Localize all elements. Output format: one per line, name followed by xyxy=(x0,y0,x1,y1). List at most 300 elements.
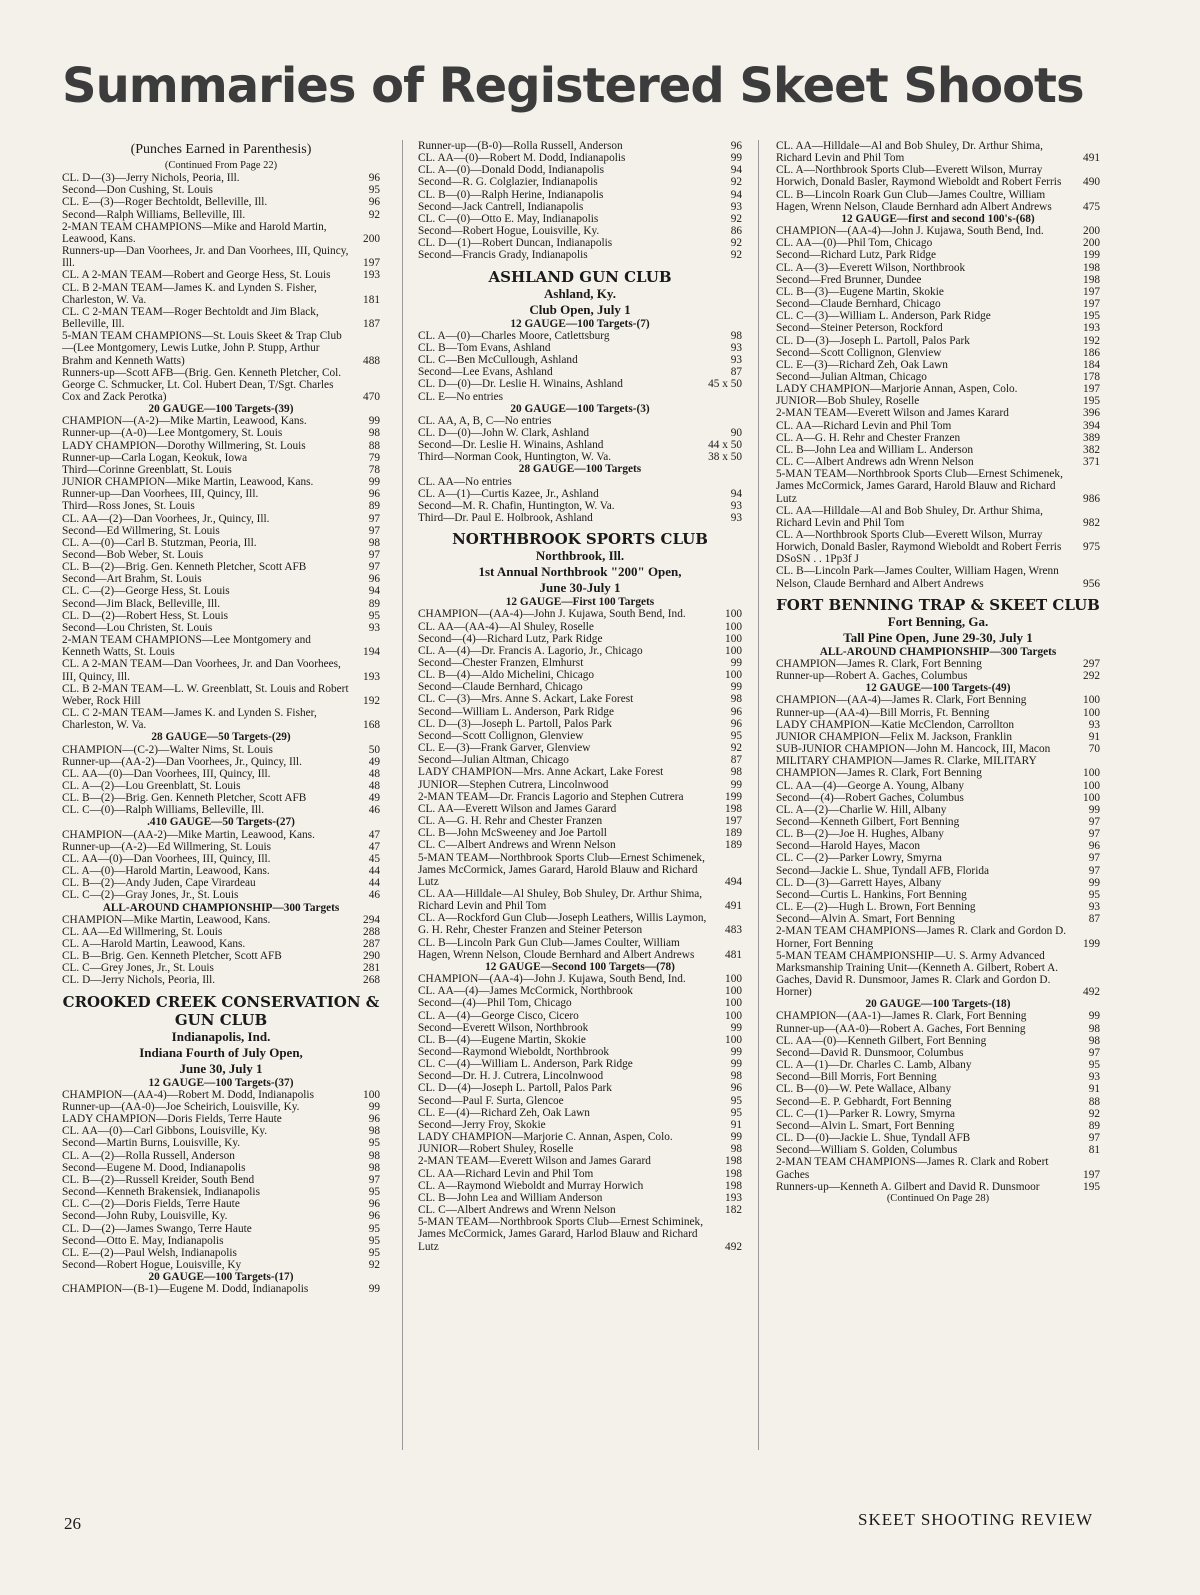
result-entry xyxy=(62,1247,380,1259)
result-entry xyxy=(62,525,380,537)
entry-text: CL. B—Tom Evans, Ashland xyxy=(418,341,551,354)
entry-score: 189 xyxy=(725,827,742,840)
entry-score: 93 xyxy=(730,341,742,354)
result-entry xyxy=(62,926,380,938)
result-entry xyxy=(62,768,380,780)
result-entry xyxy=(418,803,742,815)
entry-text: Second—R. G. Colglazier, Indianapolis xyxy=(418,176,598,189)
entry-text: CHAMPION—(C-2)—Walter Nims, St. Louis xyxy=(62,743,273,756)
entry-text: CL. C—(2)—George Hess, St. Louis xyxy=(62,585,230,598)
entry-text: CL. AA—Hilldale—Al and Bob Shuley, Dr. Arthur Shima, Richard Levin and Phil Tom xyxy=(776,140,1043,165)
entry-text: CL. B—(4)—Eugene Martin, Skokie xyxy=(418,1033,586,1046)
result-entry xyxy=(418,140,742,152)
result-entry xyxy=(418,718,742,730)
entry-text: Second—Eugene M. Dood, Indianapolis xyxy=(62,1161,246,1174)
result-entry xyxy=(418,488,742,500)
entry-text: CL. A—(3)—Everett Wilson, Northbrook xyxy=(776,261,966,274)
entry-score: 97 xyxy=(1088,852,1100,865)
entry-score: 483 xyxy=(725,924,742,937)
entry-text: Runner-up—(AA-2)—Dan Voorhees, Jr., Quincy, Ill. xyxy=(62,755,302,768)
entry-text: Second—Martin Burns, Louisville, Ky. xyxy=(62,1137,241,1150)
club-subheading: Indianapolis, Ind. xyxy=(171,1028,271,1044)
result-entry xyxy=(418,1180,742,1192)
result-entry xyxy=(62,634,380,658)
result-entry xyxy=(62,853,380,865)
result-entry xyxy=(418,1204,742,1216)
entry-score: 95 xyxy=(368,1222,380,1235)
entry-text: CL. A—Harold Martin, Leawood, Kans. xyxy=(62,938,246,950)
result-entry xyxy=(62,1174,380,1186)
result-entry xyxy=(62,440,380,452)
entry-text: CL. C—Ben McCullough, Ashland xyxy=(418,354,578,367)
entry-score: 494 xyxy=(725,875,742,888)
entry-text: CL. AA—(0)—Carl Gibbons, Louisville, Ky. xyxy=(62,1125,268,1138)
entry-text: CL. C—(3)—Mrs. Anne S. Ackart, Lake Forest xyxy=(418,693,634,706)
result-entry xyxy=(62,865,380,877)
entry-text: CL. B—John Lea and William L. Anderson xyxy=(776,443,974,456)
entry-text: 2-MAN TEAM—Everett Wilson and James Garard xyxy=(418,1155,651,1168)
entry-text: Second—Robert Hogue, Louisville, Ky xyxy=(62,1258,242,1271)
entry-score: 99 xyxy=(730,1131,742,1144)
entry-score: 187 xyxy=(363,318,380,331)
entry-score: 91 xyxy=(1088,730,1100,743)
entry-score: 96 xyxy=(368,196,380,209)
result-entry xyxy=(418,1058,742,1070)
entry-score: 92 xyxy=(730,742,742,755)
entry-text: CL. A—Raymond Wieboldt and Murray Horwich xyxy=(418,1179,644,1192)
event-heading: 28 GAUGE—50 Targets-(29) xyxy=(151,731,291,744)
entry-score: 79 xyxy=(368,451,380,464)
entry-text: Runners-up—Scott AFB—(Brig. Gen. Kenneth Pletcher, Col. George C. Schmucker, Lt. Col. Hubert Dean, T/Sgt. Charles Cox and Zack Perotka) xyxy=(62,366,342,403)
result-entry xyxy=(776,432,1100,444)
result-entry xyxy=(418,1095,742,1107)
entry-text: Runner-up—(B-0)—Rolla Russell, Anderson xyxy=(418,140,623,152)
club-subheading: June 30-July 1 xyxy=(539,580,621,596)
result-entry xyxy=(776,658,1100,670)
entry-score: 198 xyxy=(725,1179,742,1192)
entry-score: 95 xyxy=(730,1094,742,1107)
entry-text: Second—Don Cushing, St. Louis xyxy=(62,184,213,197)
entry-score: 91 xyxy=(730,1118,742,1131)
entry-score: 93 xyxy=(368,621,380,634)
result-entry xyxy=(62,221,380,245)
entry-text: SUB-JUNIOR CHAMPION—John M. Hancock, III, Macon xyxy=(776,743,1051,756)
entry-text: CL. A—(0)—Carl B. Stutzman, Peoria, Ill. xyxy=(62,536,257,549)
entry-score: 38 x 50 xyxy=(708,451,742,464)
entry-score: 200 xyxy=(1083,225,1100,238)
result-entry xyxy=(776,189,1100,213)
entry-text: Second—Scott Collignon, Glenview xyxy=(418,729,584,742)
club-subheading: 1st Annual Northbrook "200" Open, xyxy=(478,564,682,580)
entry-text: CL. AA—Hilldale—Al and Bob Shuley, Dr. Arthur Shima, Richard Levin and Phil Tom xyxy=(776,504,1043,529)
result-entry xyxy=(776,1059,1100,1071)
result-entry xyxy=(418,1216,742,1252)
entry-text: Second—E. P. Gebhardt, Fort Benning xyxy=(776,1095,952,1108)
entry-score: 94 xyxy=(730,188,742,201)
result-entry xyxy=(418,342,742,354)
entry-score: 92 xyxy=(730,212,742,225)
entry-text: CL. AA—(0)—Robert M. Dodd, Indianapolis xyxy=(418,152,626,165)
entry-score: 182 xyxy=(725,1204,742,1217)
entry-score: 87 xyxy=(1088,913,1100,926)
result-entry xyxy=(776,1120,1100,1132)
entry-text: CL. D—(2)—James Swango, Terre Haute xyxy=(62,1222,252,1235)
column-3 xyxy=(776,140,1100,1205)
result-entry xyxy=(776,707,1100,719)
result-entry xyxy=(418,608,742,620)
entry-score: 98 xyxy=(368,427,380,440)
entry-text: CL. C 2-MAN TEAM—James K. and Lynden S. Fisher, Charleston, W. Va. xyxy=(62,707,317,732)
entry-text: Second—Lou Christen, St. Louis xyxy=(62,621,213,634)
entry-text: CL. E—(3)—Frank Garver, Glenview xyxy=(418,742,591,755)
event-heading: 12 GAUGE—Second 100 Targets—(78) xyxy=(485,960,675,973)
entry-score: 95 xyxy=(368,1137,380,1150)
entry-score: 100 xyxy=(363,1088,380,1101)
event-heading: .410 GAUGE—50 Targets-(27) xyxy=(147,816,295,829)
result-entry xyxy=(62,914,380,926)
entry-score: 394 xyxy=(1083,419,1100,432)
entry-score: 97 xyxy=(1088,1132,1100,1145)
entry-text: CL. D—(3)—Joseph L. Partoll, Palos Park xyxy=(776,334,970,347)
entry-score: 492 xyxy=(725,1240,742,1253)
entry-text: Second—Art Brahm, St. Louis xyxy=(62,573,202,586)
entry-text: Second—William S. Golden, Columbus xyxy=(776,1144,958,1157)
result-entry xyxy=(418,791,742,803)
result-entry xyxy=(418,730,742,742)
entry-score: 288 xyxy=(363,925,380,938)
entry-text: CL. C—(3)—William L. Anderson, Park Ridge xyxy=(776,310,991,323)
result-entry xyxy=(62,184,380,196)
entry-score: 88 xyxy=(368,439,380,452)
entry-text: CL. AA—(AA-4)—Al Shuley, Roselle xyxy=(418,620,594,633)
entry-score: 96 xyxy=(368,1210,380,1223)
entry-text: 2-MAN TEAM CHAMPIONS—Lee Montgomery and Kenneth Watts, St. Louis xyxy=(62,634,311,659)
result-entry xyxy=(776,901,1100,913)
result-entry xyxy=(776,395,1100,407)
entry-text: CL. C—(2)—Doris Fields, Terre Haute xyxy=(62,1198,240,1211)
entry-score: 100 xyxy=(1083,694,1100,707)
entry-text: Second—Raymond Wieboldt, Northbrook xyxy=(418,1046,610,1058)
entry-score: 93 xyxy=(730,499,742,512)
entry-score: 186 xyxy=(1083,346,1100,359)
result-entry xyxy=(418,766,742,778)
result-entry xyxy=(776,1108,1100,1120)
entry-text: Second—Jerry Froy, Skokie xyxy=(418,1118,546,1131)
event-heading: 28 GAUGE—100 Targets xyxy=(518,463,642,476)
entry-score: 396 xyxy=(1083,407,1100,420)
result-entry xyxy=(418,1034,742,1046)
result-entry xyxy=(62,610,380,622)
entry-text: CL. D—(0)—Dr. Leslie H. Winains, Ashland xyxy=(418,378,623,391)
result-entry xyxy=(776,1144,1100,1156)
entry-text: CL. C—Albert Andrews and Wrenn Nelson xyxy=(418,1204,616,1217)
result-entry xyxy=(418,1107,742,1119)
column-1 xyxy=(62,140,380,1295)
entry-score: 95 xyxy=(730,729,742,742)
entry-text: Second—Scott Collignon, Glenview xyxy=(776,346,942,359)
result-entry xyxy=(776,164,1100,188)
result-entry xyxy=(776,347,1100,359)
entry-text: JUNIOR CHAMPION—Mike Martin, Leawood, Kans. xyxy=(62,476,314,489)
result-entry xyxy=(418,827,742,839)
entry-score: 93 xyxy=(730,354,742,367)
result-entry xyxy=(418,681,742,693)
result-entry xyxy=(62,415,380,427)
entry-score: 97 xyxy=(368,1173,380,1186)
result-entry xyxy=(62,1125,380,1137)
result-entry xyxy=(776,335,1100,347)
entry-score: 99 xyxy=(730,778,742,791)
result-entry xyxy=(776,407,1100,419)
entry-score: 195 xyxy=(1083,395,1100,408)
entry-score: 99 xyxy=(1088,803,1100,816)
entry-text: Runner-up—(AA-0)—Robert A. Gaches, Fort Benning xyxy=(776,1022,1026,1035)
event-heading: 20 GAUGE—100 Targets-(18) xyxy=(865,998,1011,1011)
entry-text: Runner-up—(A-2)—Ed Willmering, St. Louis xyxy=(62,840,272,853)
entry-text: JUNIOR CHAMPION—Felix M. Jackson, Franklin xyxy=(776,730,1012,743)
entry-text: CL. B 2-MAN TEAM—James K. and Lynden S. Fisher, Charleston, W. Va. xyxy=(62,281,317,306)
entry-score: 47 xyxy=(368,840,380,853)
entry-score: 99 xyxy=(730,1058,742,1071)
result-entry xyxy=(776,731,1100,743)
entry-score: 475 xyxy=(1083,200,1100,213)
result-entry xyxy=(418,476,742,488)
result-entry xyxy=(418,391,742,403)
entry-score: 96 xyxy=(730,717,742,730)
result-entry xyxy=(776,444,1100,456)
entry-text: Runner-up—(AA-0)—Joe Scheirich, Louisville, Ky. xyxy=(62,1100,300,1113)
entry-score: 97 xyxy=(1088,815,1100,828)
entry-score: 93 xyxy=(730,512,742,525)
result-entry xyxy=(776,298,1100,310)
entry-score: 89 xyxy=(1088,1119,1100,1132)
entry-text: 2-MAN TEAM—Everett Wilson and James Karard xyxy=(776,407,1009,420)
entry-text: Second—Ralph Williams, Belleville, Ill. xyxy=(62,208,246,221)
entry-text: CL. B—(3)—Eugene Martin, Skokie xyxy=(776,285,944,298)
result-entry xyxy=(62,573,380,585)
entry-text: CHAMPION—(AA-4)—Robert M. Dodd, Indianapolis xyxy=(62,1088,314,1101)
entry-text: CL. D—(3)—Garrett Hayes, Albany xyxy=(776,876,942,889)
entry-score: 100 xyxy=(725,669,742,682)
entry-score: 197 xyxy=(725,815,742,828)
entry-text: Second—Paul F. Surta, Glencoe xyxy=(418,1094,564,1107)
entry-score: 47 xyxy=(368,828,380,841)
result-entry xyxy=(776,694,1100,706)
result-entry xyxy=(418,176,742,188)
entry-score: 89 xyxy=(368,597,380,610)
result-entry xyxy=(62,962,380,974)
entry-score: 100 xyxy=(725,620,742,633)
entry-text: CL. AA—Everett Wilson and James Garard xyxy=(418,802,617,815)
result-entry xyxy=(776,505,1100,529)
result-entry xyxy=(62,1223,380,1235)
result-entry xyxy=(62,707,380,731)
entry-score: 87 xyxy=(730,366,742,379)
entry-text: Second—Everett Wilson, Northbrook xyxy=(418,1021,589,1034)
result-entry xyxy=(418,1010,742,1022)
club-subheading: Ashland, Ky. xyxy=(544,285,616,301)
entry-text: Second—Claude Bernhard, Chicago xyxy=(418,681,583,694)
result-entry xyxy=(776,1096,1100,1108)
result-entry xyxy=(776,865,1100,877)
entry-text: Third—Dr. Paul E. Holbrook, Ashland xyxy=(418,512,593,525)
entry-text: Second—Chester Franzen, Elmhurst xyxy=(418,657,584,669)
event-heading: 20 GAUGE—100 Targets-(3) xyxy=(510,402,650,415)
entry-text: CL. E—(3)—Roger Bechtoldt, Belleville, Ill. xyxy=(62,196,268,209)
entry-score: 99 xyxy=(1088,876,1100,889)
entry-text: CL. AA—No entries xyxy=(418,475,512,488)
result-entry xyxy=(418,742,742,754)
club-subheading: Fort Benning, Ga. xyxy=(887,613,989,629)
entry-score: 92 xyxy=(368,208,380,221)
result-entry xyxy=(62,537,380,549)
event-heading: 12 GAUGE—100 Targets-(7) xyxy=(510,317,650,330)
entry-text: Second—John Ruby, Louisville, Ky. xyxy=(62,1210,228,1223)
result-entry xyxy=(62,464,380,476)
result-entry xyxy=(418,378,742,390)
entry-score: 49 xyxy=(368,755,380,768)
continuation-note: (Continued On Page 28) xyxy=(886,1192,990,1204)
result-entry xyxy=(62,549,380,561)
result-entry xyxy=(776,840,1100,852)
result-entry xyxy=(776,383,1100,395)
entry-score: 96 xyxy=(730,140,742,152)
result-entry xyxy=(418,213,742,225)
entry-score: 95 xyxy=(368,1246,380,1259)
result-entry xyxy=(776,804,1100,816)
entry-text: 2-MAN TEAM CHAMPIONS—Mike and Harold Martin, Leawood, Kans. xyxy=(62,220,327,245)
entry-text: CL. C 2-MAN TEAM—Roger Bechtoldt and Jim Black, Belleville, Ill. xyxy=(62,305,319,331)
entry-text: CHAMPION—(AA-4)—John J. Kujawa, South Bend, Ind. xyxy=(776,225,1044,238)
entry-text: Second—Lee Evans, Ashland xyxy=(418,366,553,379)
magazine-name: SKEET SHOOTING REVIEW xyxy=(858,1510,1094,1529)
entry-text: 5-MAN TEAM—Northbrook Sports Club—Ernest Schimenek, James McCormick, James Garard, Harold Blauw and Richard Lutz xyxy=(418,851,705,888)
entry-text: Second—Claude Bernhard, Chicago xyxy=(776,298,941,311)
result-entry xyxy=(776,420,1100,432)
entry-score: 98 xyxy=(730,693,742,706)
result-entry xyxy=(62,282,380,306)
entry-score: 96 xyxy=(368,573,380,586)
entry-score: 292 xyxy=(1083,670,1100,683)
entry-text: Second—Fred Brunner, Dundee xyxy=(776,273,922,286)
entry-text: CL. B 2-MAN TEAM—L. W. Greenblatt, St. Louis and Robert Weber, Rock Hill xyxy=(62,682,349,707)
entry-score: 44 x 50 xyxy=(708,439,742,452)
entry-score: 294 xyxy=(363,913,380,926)
result-entry xyxy=(776,780,1100,792)
entry-text: CL. A—Northbrook Sports Club—Everett Wilson, Murray Horwich, Donald Basler, Raymond Wieboldt and Robert Ferris xyxy=(776,164,1062,189)
entry-text: 5-MAN TEAM—Northbrook Sports Club—Ernest Schimenek, James McCormick, James Garard, Harold Blauw and Richard Lutz xyxy=(776,468,1063,505)
entry-score: 92 xyxy=(730,237,742,250)
result-entry xyxy=(418,1070,742,1082)
result-entry xyxy=(418,633,742,645)
entry-text: CL. A—(0)—Donald Dodd, Indianapolis xyxy=(418,164,605,177)
entry-text: CL. AA—(0)—Phil Tom, Chicago xyxy=(776,237,933,250)
result-entry xyxy=(776,1047,1100,1059)
result-entry xyxy=(62,780,380,792)
entry-score: 93 xyxy=(1088,718,1100,731)
entry-score: 268 xyxy=(363,974,380,987)
result-entry xyxy=(418,512,742,524)
entry-score: 382 xyxy=(1083,443,1100,456)
entry-score: 94 xyxy=(730,487,742,500)
entry-score: 95 xyxy=(368,1234,380,1247)
entry-text: CL. A 2-MAN TEAM—Robert and George Hess, St. Louis xyxy=(62,269,331,282)
entry-text: CL. A—(0)—Harold Martin, Leawood, Kans. xyxy=(62,865,270,878)
entry-text: CL. B—Lincoln Roark Gun Club—James Coultre, William Hagen, Wrenn Nelson, Claude Bernhard adn Albert Andrews xyxy=(776,188,1052,213)
result-entry xyxy=(776,140,1100,164)
entry-score: 90 xyxy=(730,426,742,439)
entry-score: 97 xyxy=(1088,1046,1100,1059)
entry-text: CL. D—(0)—Jackie L. Shue, Tyndall AFB xyxy=(776,1132,971,1145)
entry-text: Second—Jack Cantrell, Indianapolis xyxy=(418,200,584,213)
entry-text: CL. AA—(2)—Dan Voorhees, Jr., Quincy, Ill. xyxy=(62,512,270,525)
entry-score: 86 xyxy=(730,225,742,238)
event-heading: 20 GAUGE—100 Targets-(39) xyxy=(148,403,294,416)
result-entry xyxy=(418,237,742,249)
result-entry xyxy=(776,950,1100,999)
result-entry xyxy=(62,1210,380,1222)
result-entry xyxy=(62,974,380,986)
entry-text: CL. A—(0)—Charles Moore, Catlettsburg xyxy=(418,329,610,342)
result-entry xyxy=(776,286,1100,298)
column-2 xyxy=(418,140,742,1253)
result-entry xyxy=(62,330,380,366)
result-entry xyxy=(776,274,1100,286)
entry-score: 98 xyxy=(1088,1034,1100,1047)
result-entry xyxy=(776,553,1100,565)
entry-score: 97 xyxy=(1088,828,1100,841)
result-entry xyxy=(776,456,1100,468)
entry-text: Second—Steiner Peterson, Rockford xyxy=(776,322,943,335)
entry-text: 2-MAN TEAM—Dr. Francis Lagorio and Stephen Cutrera xyxy=(418,790,684,803)
entry-score: 50 xyxy=(368,743,380,756)
result-entry xyxy=(62,877,380,889)
entry-score: 100 xyxy=(1083,706,1100,719)
entry-text: Second—Julian Altman, Chicago xyxy=(418,754,569,767)
entry-text: Second—Dr. Leslie H. Winains, Ashland xyxy=(418,439,604,452)
result-entry xyxy=(418,1082,742,1094)
result-entry xyxy=(62,561,380,573)
entry-text: Third—Corinne Greenblatt, St. Louis xyxy=(62,463,232,476)
entry-score: 96 xyxy=(368,172,380,185)
entry-text: 5-MAN TEAM—Northbrook Sports Club—Ernest Schiminek, James McCormick, James Garard, Harlod Blauw and Richard Lutz xyxy=(418,1216,704,1253)
result-entry xyxy=(776,310,1100,322)
result-entry xyxy=(418,1022,742,1034)
entry-score: 98 xyxy=(368,1161,380,1174)
result-entry xyxy=(776,322,1100,334)
club-name: FORT BENNING TRAP & SKEET CLUB xyxy=(776,595,1100,614)
entry-score: 389 xyxy=(1083,431,1100,444)
entry-score: 46 xyxy=(368,804,380,817)
result-entry xyxy=(776,743,1100,755)
entry-text: CL. B—(2)—Brig. Gen. Kenneth Pletcher, Scott AFB xyxy=(62,561,307,574)
entry-text: Second—Curtis L. Hankins, Fort Benning xyxy=(776,888,967,901)
entry-score: 46 xyxy=(368,889,380,902)
entry-score: 197 xyxy=(1083,1168,1100,1181)
entry-text: CL. AA—Hilldale—Al Shuley, Bob Shuley, Dr. Arthur Shima, Richard Levin and Phil Tom xyxy=(418,887,703,913)
entry-text: CL. E—(4)—Richard Zeh, Oak Lawn xyxy=(418,1106,590,1119)
result-entry xyxy=(418,693,742,705)
result-entry xyxy=(776,877,1100,889)
result-entry xyxy=(418,152,742,164)
entry-text: CL. A—(1)—Curtis Kazee, Jr., Ashland xyxy=(418,487,599,500)
entry-score: 95 xyxy=(730,1106,742,1119)
entry-text: CHAMPION—(AA-4)—James R. Clark, Fort Benning xyxy=(776,694,1027,707)
entry-text: CL. C—(4)—William L. Anderson, Park Ridge xyxy=(418,1058,633,1071)
result-entry xyxy=(776,889,1100,901)
entry-text: Second—(4)—Robert Gaches, Columbus xyxy=(776,791,964,804)
entry-score: 99 xyxy=(368,476,380,489)
